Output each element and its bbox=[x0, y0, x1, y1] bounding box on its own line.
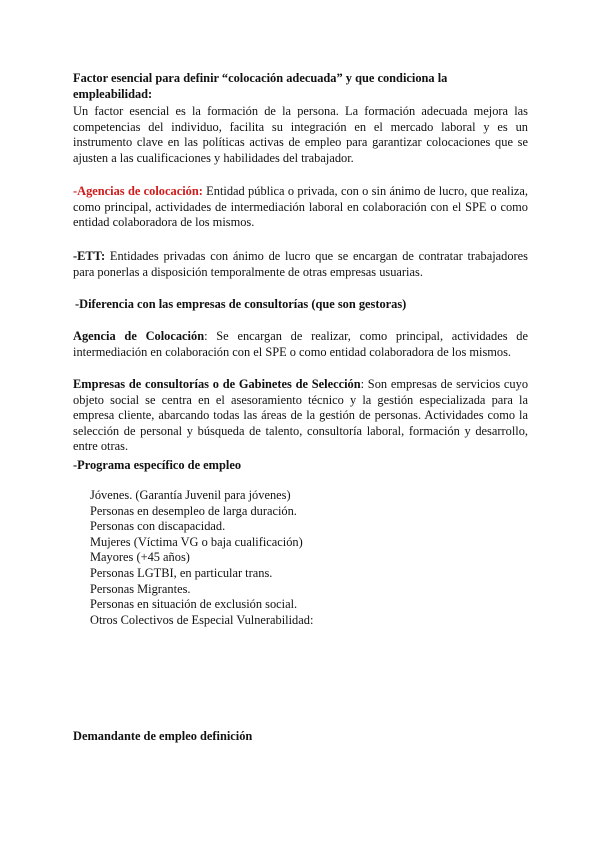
ett-text: Entidades privadas con ánimo de lucro que se encargan de contratar trabajadores para ponerlas a disposición temporalmente de otras empresas usuarias. bbox=[73, 249, 528, 279]
paragraph-agencia-colocacion bbox=[73, 329, 528, 360]
list-item: Personas en desempleo de larga duración. bbox=[90, 503, 297, 518]
program-list bbox=[90, 488, 313, 628]
heading-colocacion-adecuada: Factor esencial para definir “colocación adecuada” y que condiciona la empleabilidad: bbox=[73, 71, 448, 101]
agencias-text: Entidad pública o privada, con o sin ánimo de lucro, que realiza, como principal, actividades de intermediación laboral en colaboración con el SPE o como entidad colaboradora de los mismos. bbox=[73, 184, 528, 230]
ett-term: -ETT: bbox=[73, 249, 106, 263]
list-item: Mujeres (Víctima VG o baja cualificación) bbox=[90, 534, 303, 549]
paragraph-formacion: Un factor esencial es la formación de la persona. La formación adecuada mejora las competencias del individuo, facilita su integración en el mercado laboral y es un instrumento clave en las políticas activas de empleo para garantizar colocaciones que se ajusten a las cualificaciones y habilidades del trabajador. bbox=[73, 104, 528, 165]
list-item: Personas Migrantes. bbox=[90, 581, 191, 596]
heading-diferencia-consultorias: -Diferencia con las empresas de consultorías (que son gestoras) bbox=[75, 297, 407, 311]
empresas-text: : Son empresas de servicios cuyo objeto social se centra en el asesoramiento técnico y la gestión especializada para la empresa cliente, abarcando todas las áreas de la gestión de personas. Actividades como la selección de personal y búsqueda de talento, consultoría laboral, formación y desarrollo, entre otras. bbox=[73, 377, 529, 454]
list-item: Personas en situación de exclusión social. bbox=[90, 597, 298, 612]
agencia-text: : Se encargan de realizar, como principal, actividades de intermediación en colaboración con el SPE o como entidad colaboradora de los mismos. bbox=[73, 329, 528, 359]
paragraph-agencias-colocacion bbox=[73, 184, 528, 231]
list-item: Otros Colectivos de Especial Vulnerabilidad: bbox=[90, 612, 314, 627]
list-item: Jóvenes. (Garantía Juvenil para jóvenes) bbox=[90, 488, 291, 502]
list-item: Personas LGTBI, en particular trans. bbox=[90, 565, 273, 580]
agencia-term: Agencia de Colocación bbox=[73, 329, 205, 343]
empresas-term: Empresas de consultorías o de Gabinetes de Selección bbox=[73, 377, 361, 391]
list-item: Mayores (+45 años) bbox=[90, 550, 190, 565]
paragraph-empresas-consultorias bbox=[73, 377, 528, 455]
heading-programa-especifico: -Programa específico de empleo bbox=[73, 458, 242, 472]
agencias-term: -Agencias de colocación: bbox=[73, 184, 203, 198]
list-item: Personas con discapacidad. bbox=[90, 519, 226, 534]
paragraph-ett bbox=[73, 249, 528, 280]
heading-demandante-empleo: Demandante de empleo definición bbox=[73, 729, 253, 743]
